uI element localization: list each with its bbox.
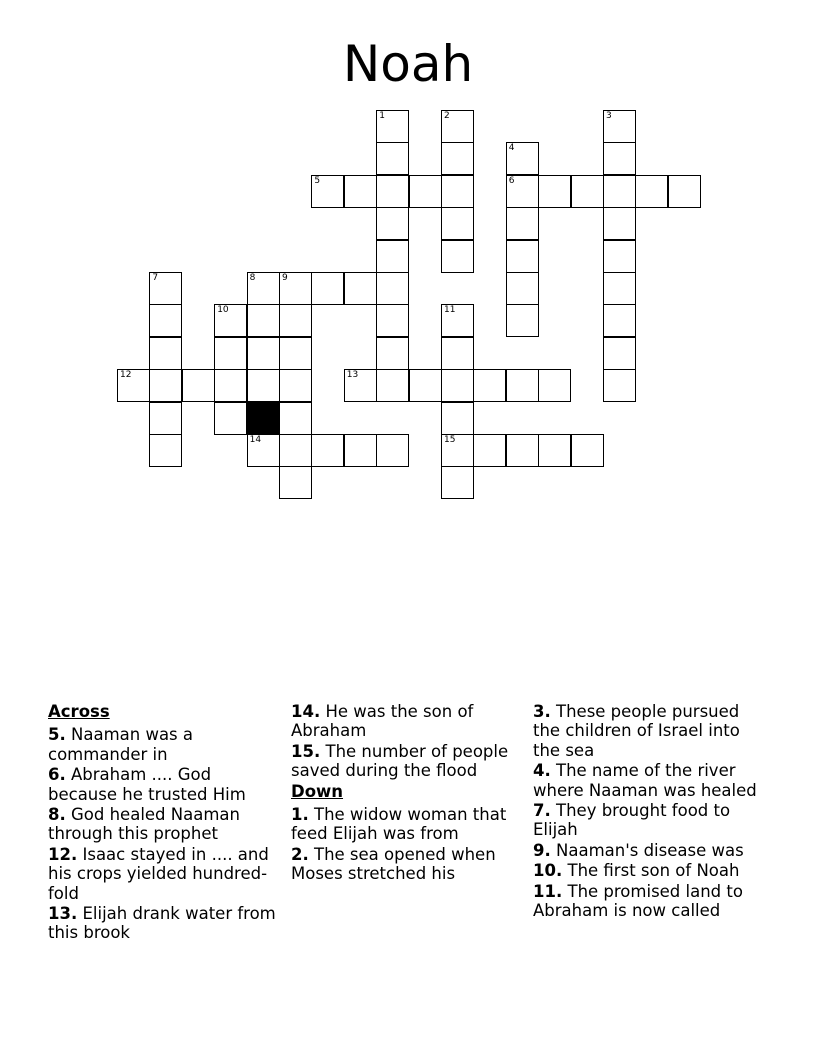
clue-text: The sea opened when Moses stretched his: [291, 844, 496, 884]
grid-cell[interactable]: [441, 466, 474, 499]
grid-cell[interactable]: [506, 240, 539, 273]
grid-cell[interactable]: [571, 175, 604, 208]
grid-cell[interactable]: [376, 272, 409, 305]
clue-text: The name of the river where Naaman was healed: [533, 761, 757, 800]
grid-cell[interactable]: [247, 272, 280, 305]
clue-number-label: 15: [444, 435, 456, 445]
clue-down-11: [533, 882, 765, 921]
grid-cell[interactable]: [279, 337, 312, 370]
grid-cell[interactable]: [473, 369, 506, 402]
grid-cell[interactable]: [376, 369, 409, 402]
clue-number: 13.: [48, 904, 78, 924]
grid-cell[interactable]: [603, 110, 636, 143]
clue-number-label: 8: [249, 273, 256, 283]
grid-cell[interactable]: [603, 369, 636, 402]
clue-number-label: 1: [379, 111, 385, 121]
across-header: Across: [48, 702, 110, 721]
down-header: Down: [291, 781, 344, 801]
grid-cell[interactable]: [506, 272, 539, 305]
grid-cell[interactable]: [376, 207, 409, 240]
clue-across-6: [48, 765, 280, 804]
grid-cell[interactable]: [247, 369, 280, 402]
clue-number: 3.: [533, 702, 551, 721]
grid-cell[interactable]: [117, 369, 150, 402]
grid-cell[interactable]: [441, 369, 474, 402]
grid-cell[interactable]: [409, 369, 442, 402]
clue-number-label: 14: [249, 435, 262, 445]
grid-cell[interactable]: [603, 272, 636, 305]
grid-cell[interactable]: [506, 142, 539, 175]
clue-number-label: 4: [508, 143, 515, 154]
clue-across-14: [291, 702, 523, 741]
grid-cell[interactable]: [376, 434, 409, 467]
black-cell: [247, 402, 280, 435]
clue-text: Abraham .... God because he trusted Him: [48, 765, 246, 804]
grid-cell[interactable]: [149, 272, 182, 305]
grid-cell[interactable]: [506, 434, 539, 467]
clue-number-label: 7: [152, 273, 159, 283]
grid-cell[interactable]: [214, 304, 247, 337]
clue-number-label: 6: [508, 175, 515, 186]
grid-cell[interactable]: [668, 175, 701, 208]
clue-text: These people pursued the children of Israel into the sea: [533, 702, 740, 760]
grid-cell[interactable]: [344, 434, 377, 467]
clue-number: 6.: [48, 765, 66, 785]
grid-cell[interactable]: [376, 175, 409, 208]
grid-cell[interactable]: [344, 272, 377, 305]
clue-number: 4.: [533, 761, 551, 781]
grid-cell[interactable]: [441, 337, 474, 370]
grid-cell[interactable]: [149, 304, 182, 337]
clue-down-10: [533, 861, 765, 880]
grid-cell[interactable]: [376, 110, 409, 143]
clue-text: The first son of Noah: [567, 861, 740, 881]
clue-text: Naaman's disease was: [556, 840, 744, 860]
clue-number: 8.: [48, 805, 66, 825]
clue-text: The widow woman that feed Elijah was from: [291, 805, 507, 844]
grid-cell[interactable]: [149, 337, 182, 370]
clue-down-7: [533, 801, 765, 840]
clue-number-label: 3: [606, 111, 612, 121]
grid-cell[interactable]: [149, 402, 182, 435]
grid-cell[interactable]: [603, 142, 636, 175]
grid-cell[interactable]: [441, 142, 474, 175]
grid-cell[interactable]: [635, 175, 668, 208]
grid-cell[interactable]: [409, 175, 442, 208]
clue-across-13: [48, 904, 280, 943]
clue-number: 12.: [48, 844, 78, 864]
clue-text: They brought food to Elijah: [533, 801, 731, 840]
clue-number: 14.: [291, 702, 321, 721]
clue-across-12: [48, 845, 280, 903]
grid-cell[interactable]: [473, 434, 506, 467]
clue-across-15: [291, 742, 523, 781]
clue-text: He was the son of Abraham: [291, 702, 474, 741]
clue-text: The promised land to Abraham is now called: [533, 881, 743, 921]
clue-down-4: [533, 761, 765, 800]
grid-cell[interactable]: [214, 337, 247, 370]
grid-cell[interactable]: [247, 304, 280, 337]
clue-text: The number of people saved during the flood: [291, 741, 509, 781]
grid-cell[interactable]: [376, 304, 409, 337]
clue-text: Naaman was a commander in: [48, 725, 194, 764]
crossword-grid: [0, 0, 816, 520]
grid-cell[interactable]: [247, 434, 280, 467]
grid-cell[interactable]: [441, 175, 474, 208]
grid-cell[interactable]: [247, 337, 280, 370]
clue-number: 5.: [48, 725, 66, 745]
grid-cell[interactable]: [441, 240, 474, 273]
grid-cell[interactable]: [538, 434, 571, 467]
grid-cell[interactable]: [441, 110, 474, 143]
grid-cell[interactable]: [538, 175, 571, 208]
grid-cell[interactable]: [441, 304, 474, 337]
clue-down-2: [291, 845, 523, 884]
page-title: Noah: [342, 35, 474, 93]
clues-column-1: [48, 702, 280, 944]
clue-down-9: [533, 841, 765, 860]
grid-cell[interactable]: [149, 369, 182, 402]
grid-cell[interactable]: [571, 434, 604, 467]
clue-number-label: 11: [444, 305, 456, 316]
grid-cell[interactable]: [344, 369, 377, 402]
grid-cell[interactable]: [506, 207, 539, 240]
clue-number: 2.: [291, 844, 309, 864]
clue-number: 9.: [533, 840, 551, 860]
grid-cell[interactable]: [506, 369, 539, 402]
grid-cell[interactable]: [603, 304, 636, 337]
clue-number: 1.: [291, 805, 309, 825]
grid-cell[interactable]: [182, 369, 215, 402]
clues-column-3: [533, 702, 765, 921]
clue-number-label: 9: [282, 273, 288, 283]
grid-cell[interactable]: [376, 142, 409, 175]
grid-cell[interactable]: [506, 175, 539, 208]
grid-cell[interactable]: [214, 402, 247, 435]
grid-cell[interactable]: [538, 369, 571, 402]
grid-cell[interactable]: [603, 175, 636, 208]
clue-number-label: 2: [444, 111, 450, 121]
grid-cell[interactable]: [603, 240, 636, 273]
grid-cell[interactable]: [279, 466, 312, 499]
clue-text: Isaac stayed in .... and his crops yielded hundred-fold: [48, 844, 269, 903]
grid-cell[interactable]: [311, 175, 344, 208]
grid-cell[interactable]: [441, 402, 474, 435]
grid-cell[interactable]: [441, 207, 474, 240]
clue-down-3: [533, 702, 765, 760]
grid-cell[interactable]: [376, 337, 409, 370]
grid-cell[interactable]: [506, 304, 539, 337]
grid-cell[interactable]: [441, 434, 474, 467]
clue-number-label: 10: [217, 305, 229, 316]
clue-across-8: [48, 805, 280, 844]
clue-number: 10.: [533, 861, 563, 881]
clue-text: Elijah drank water from this brook: [48, 904, 276, 943]
grid-cell[interactable]: [149, 434, 182, 467]
clue-down-1: [291, 805, 523, 844]
grid-cell[interactable]: [279, 304, 312, 337]
grid-cell[interactable]: [279, 272, 312, 305]
clue-number-label: 13: [346, 370, 359, 381]
grid-cell[interactable]: [311, 272, 344, 305]
grid-cell[interactable]: [344, 175, 377, 208]
grid-cell[interactable]: [279, 402, 312, 435]
clue-number: 11.: [533, 881, 563, 901]
grid-cell[interactable]: [214, 369, 247, 402]
clue-number: 7.: [533, 801, 551, 821]
clue-number: 15.: [291, 741, 321, 761]
grid-cell[interactable]: [376, 240, 409, 273]
clue-text: God healed Naaman through this prophet: [48, 805, 240, 844]
clues-column-2: [291, 702, 523, 885]
grid-cell[interactable]: [279, 369, 312, 402]
clue-number-label: 12: [120, 370, 132, 381]
grid-cell[interactable]: [279, 434, 312, 467]
grid-cell[interactable]: [311, 434, 344, 467]
grid-cell[interactable]: [603, 337, 636, 370]
clue-across-5: [48, 725, 280, 764]
clue-number-label: 5: [314, 175, 321, 186]
grid-cell[interactable]: [603, 207, 636, 240]
